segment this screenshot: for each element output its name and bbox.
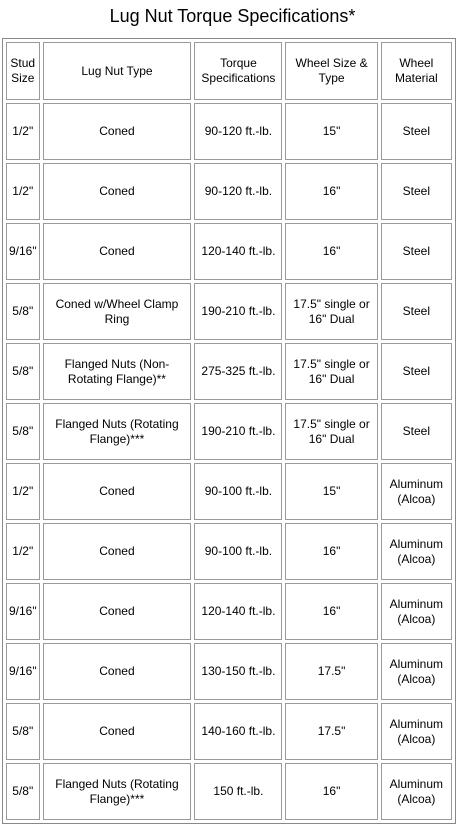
cell-stud-size: 5/8"	[6, 343, 40, 400]
cell-torque: 140-160 ft.-lb.	[194, 703, 282, 760]
header-row	[6, 42, 452, 100]
cell-wheel-size: 16"	[285, 763, 377, 820]
header-lug-nut-type: Lug Nut Type	[43, 42, 192, 100]
cell-wheel-size: 17.5"	[285, 703, 377, 760]
header-stud-size: Stud Size	[6, 42, 40, 100]
table-row	[6, 523, 452, 580]
cell-wheel-size: 16"	[285, 523, 377, 580]
cell-lug-nut-type: Coned	[43, 103, 192, 160]
table-body	[6, 103, 452, 820]
cell-wheel-size: 17.5"	[285, 643, 377, 700]
cell-lug-nut-type: Coned	[43, 583, 192, 640]
table-row	[6, 103, 452, 160]
cell-stud-size: 1/2"	[6, 523, 40, 580]
header-wheel-size-type: Wheel Size & Type	[285, 42, 377, 100]
cell-wheel-material: Aluminum (Alcoa)	[381, 703, 452, 760]
cell-lug-nut-type: Flanged Nuts (Rotating Flange)***	[43, 763, 192, 820]
cell-wheel-material: Steel	[381, 283, 452, 340]
cell-stud-size: 9/16"	[6, 643, 40, 700]
cell-torque: 190-210 ft.-lb.	[194, 283, 282, 340]
cell-lug-nut-type: Coned w/Wheel Clamp Ring	[43, 283, 192, 340]
cell-lug-nut-type: Coned	[43, 463, 192, 520]
cell-torque: 275-325 ft.-lb.	[194, 343, 282, 400]
cell-torque: 190-210 ft.-lb.	[194, 403, 282, 460]
cell-stud-size: 5/8"	[6, 703, 40, 760]
cell-torque: 120-140 ft.-lb.	[194, 223, 282, 280]
cell-wheel-material: Steel	[381, 223, 452, 280]
cell-stud-size: 9/16"	[6, 223, 40, 280]
cell-wheel-size: 17.5" single or 16" Dual	[285, 343, 377, 400]
table-header	[6, 42, 452, 100]
cell-wheel-material: Steel	[381, 403, 452, 460]
cell-wheel-material: Steel	[381, 163, 452, 220]
cell-stud-size: 5/8"	[6, 283, 40, 340]
cell-stud-size: 5/8"	[6, 763, 40, 820]
table-row	[6, 403, 452, 460]
cell-wheel-size: 16"	[285, 223, 377, 280]
cell-torque: 90-100 ft.-lb.	[194, 463, 282, 520]
cell-torque: 130-150 ft.-lb.	[194, 643, 282, 700]
table-row	[6, 163, 452, 220]
cell-wheel-size: 17.5" single or 16" Dual	[285, 283, 377, 340]
table-row	[6, 223, 452, 280]
table-row	[6, 343, 452, 400]
table-row	[6, 643, 452, 700]
cell-wheel-size: 16"	[285, 583, 377, 640]
table-row	[6, 763, 452, 820]
torque-spec-table	[2, 38, 456, 824]
cell-lug-nut-type: Flanged Nuts (Rotating Flange)***	[43, 403, 192, 460]
cell-lug-nut-type: Coned	[43, 703, 192, 760]
cell-wheel-size: 15"	[285, 463, 377, 520]
cell-lug-nut-type: Coned	[43, 163, 192, 220]
cell-wheel-size: 15"	[285, 103, 377, 160]
page-title: Lug Nut Torque Specifications*	[109, 6, 356, 26]
cell-wheel-material: Aluminum (Alcoa)	[381, 643, 452, 700]
cell-torque: 90-120 ft.-lb.	[194, 163, 282, 220]
cell-lug-nut-type: Coned	[43, 523, 192, 580]
cell-torque: 120-140 ft.-lb.	[194, 583, 282, 640]
cell-lug-nut-type: Coned	[43, 643, 192, 700]
cell-wheel-material: Aluminum (Alcoa)	[381, 583, 452, 640]
cell-wheel-material: Steel	[381, 103, 452, 160]
cell-torque: 90-120 ft.-lb.	[194, 103, 282, 160]
header-wheel-material: Wheel Material	[381, 42, 452, 100]
header-torque-specifications: Torque Specifications	[194, 42, 282, 100]
cell-stud-size: 5/8"	[6, 403, 40, 460]
cell-wheel-material: Steel	[381, 343, 452, 400]
cell-stud-size: 1/2"	[6, 103, 40, 160]
cell-wheel-material: Aluminum (Alcoa)	[381, 463, 452, 520]
cell-lug-nut-type: Flanged Nuts (Non-Rotating Flange)**	[43, 343, 192, 400]
cell-wheel-size: 16"	[285, 163, 377, 220]
cell-torque: 150 ft.-lb.	[194, 763, 282, 820]
table-row	[6, 463, 452, 520]
cell-wheel-material: Aluminum (Alcoa)	[381, 763, 452, 820]
cell-wheel-material: Aluminum (Alcoa)	[381, 523, 452, 580]
table-row	[6, 583, 452, 640]
cell-stud-size: 1/2"	[6, 463, 40, 520]
cell-stud-size: 1/2"	[6, 163, 40, 220]
table-row	[6, 283, 452, 340]
cell-lug-nut-type: Coned	[43, 223, 192, 280]
cell-torque: 90-100 ft.-lb.	[194, 523, 282, 580]
cell-wheel-size: 17.5" single or 16" Dual	[285, 403, 377, 460]
table-row	[6, 703, 452, 760]
cell-stud-size: 9/16"	[6, 583, 40, 640]
